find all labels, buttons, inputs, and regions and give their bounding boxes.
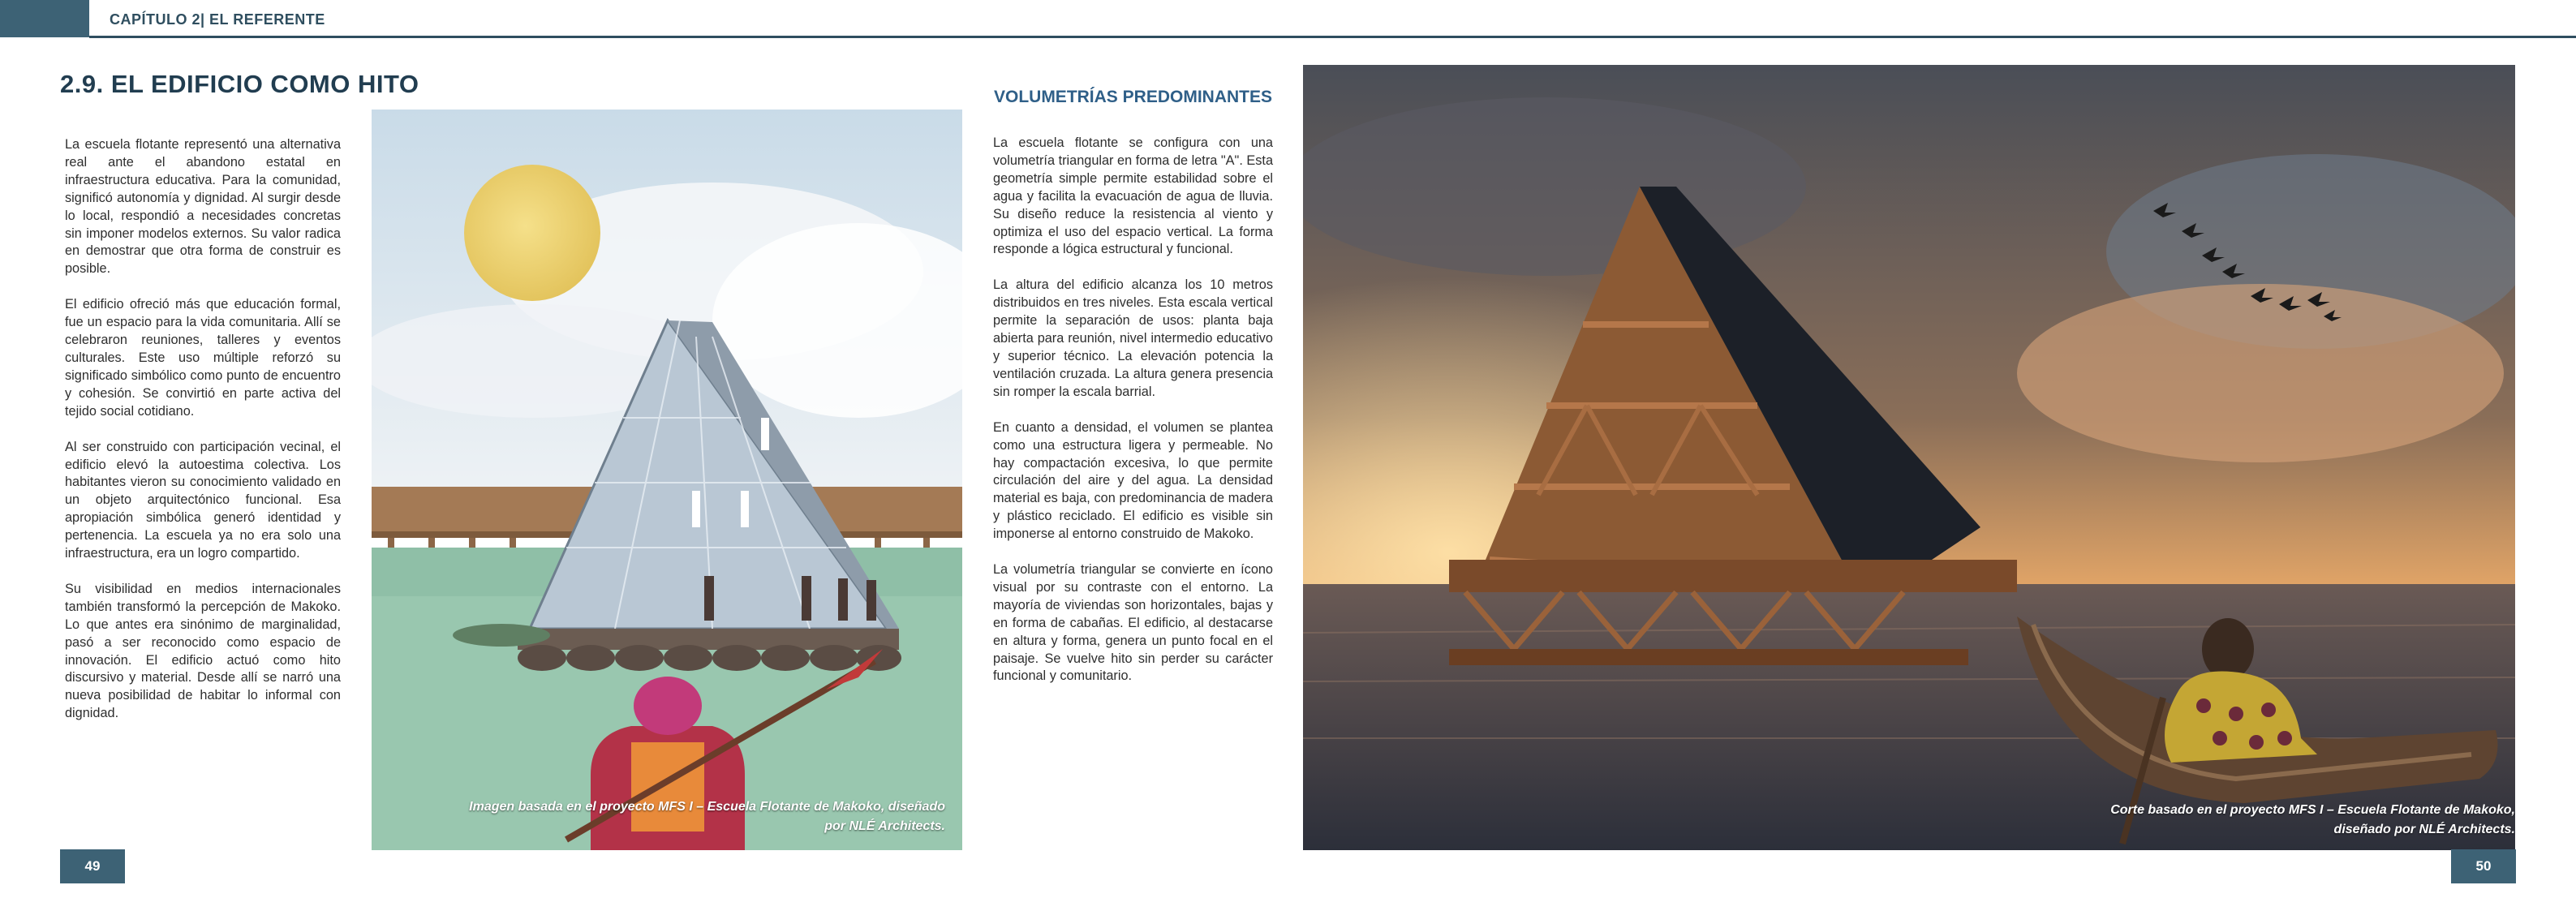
photo-svg bbox=[1303, 65, 2515, 850]
header-rule bbox=[89, 36, 2576, 38]
floating-school-illustration bbox=[372, 110, 962, 850]
sun-shape bbox=[464, 165, 600, 301]
left-image-caption: Imagen basada en el proyecto MFS I – Escuela Flotante de Makoko, diseñado por NLÉ Architects. bbox=[469, 800, 945, 833]
left-paragraph: La escuela flotante representó una alternativa real ante el abandono estatal en infraestructura educativa. Para la comunidad, significó autonomía y dignidad. Al surgir desde lo local, respondió a necesidades concretas sin imponer modelos externos. Su valor radica en demostrar que otra forma de construir es posible. bbox=[65, 137, 341, 277]
right-paragraph: La escuela flotante se configura con una volumetría triangular en forma de letra "A". Esta geometría simple permite estabilidad sobre el agua y facilita la evacuación de agua de lluvia. Su diseño reduce la resistencia al viento y optimiza el uso del espacio vertical. La forma responde a lógica estructural y funcional. bbox=[993, 135, 1273, 257]
middle-text-column bbox=[993, 135, 1273, 703]
page-number-right: 50 bbox=[2451, 849, 2516, 883]
right-paragraph: La altura del edificio alcanza los 10 metros distribuidos en tres niveles. Esta escala vertical permite la separación de usos: planta baja abierta para reunión, nivel intermedio educativo y superior técnico. La elevación potencia la ventilación cruzada. La altura genera presencia sin romper la escala barrial. bbox=[993, 277, 1273, 399]
subsection-title: VOLUMETRÍAS PREDOMINANTES bbox=[993, 88, 1272, 106]
timber-structure-photo bbox=[1303, 65, 2515, 850]
right-paragraph: En cuanto a densidad, el volumen se plantea como una estructura ligera y permeable. No hay compactación excesiva, lo que permite circulación del aire y del agua. La densidad material es baja, con predominancia de madera y plástico reciclado. El edificio es visible sin imponerse al entorno construido de Makoko. bbox=[993, 419, 1273, 542]
right-paragraph: La volumetría triangular se convierte en ícono visual por su contraste con el entorno. La mayoría de viviendas son horizontales, bajas y en forma de cabañas. El edificio, al destacarse en altura y forma, genera un punto focal en el paisaje. Se vuelve hito sin perder su carácter funcional y comunitario. bbox=[993, 562, 1273, 684]
page-number-left: 49 bbox=[60, 849, 125, 883]
header-color-block bbox=[0, 0, 89, 37]
left-paragraph: El edificio ofreció más que educación formal, fue un espacio para la vida comunitaria. Allí se celebraron reuniones, talleres y eventos culturales. Este uso múltiple reforzó su significado simbólico como punto de encuentro y cohesión. Se convirtió en parte activa del tejido social cotidiano. bbox=[65, 297, 341, 419]
left-text-column bbox=[65, 136, 341, 741]
section-title: 2.9. EL EDIFICIO COMO HITO bbox=[60, 70, 419, 98]
right-image-caption: Corte basado en el proyecto MFS I – Escuela Flotante de Makoko, diseñado por NLÉ Architects. bbox=[2110, 803, 2515, 836]
chapter-label: CAPÍTULO 2| EL REFERENTE bbox=[110, 11, 325, 28]
left-paragraph: Al ser construido con participación vecinal, el edificio elevó la autoestima colectiva. Los habitantes vieron su conocimiento validado en un objeto arquitectónico funcional. Esa apropiación simbólica generó identidad y pertenencia. La escuela ya no era solo una infraestructura, era un logro compartido. bbox=[65, 439, 341, 561]
illustration-svg bbox=[372, 110, 962, 850]
left-paragraph: Su visibilidad en medios internacionales también transformó la percepción de Makoko. Lo que antes era sinónimo de marginalidad, pasó a ser reconocido como espacio de innovación. El edificio actuó como hito discursivo y material. Desde allí se narró una nueva posibilidad de habitar lo informal con dignidad. bbox=[65, 581, 341, 721]
